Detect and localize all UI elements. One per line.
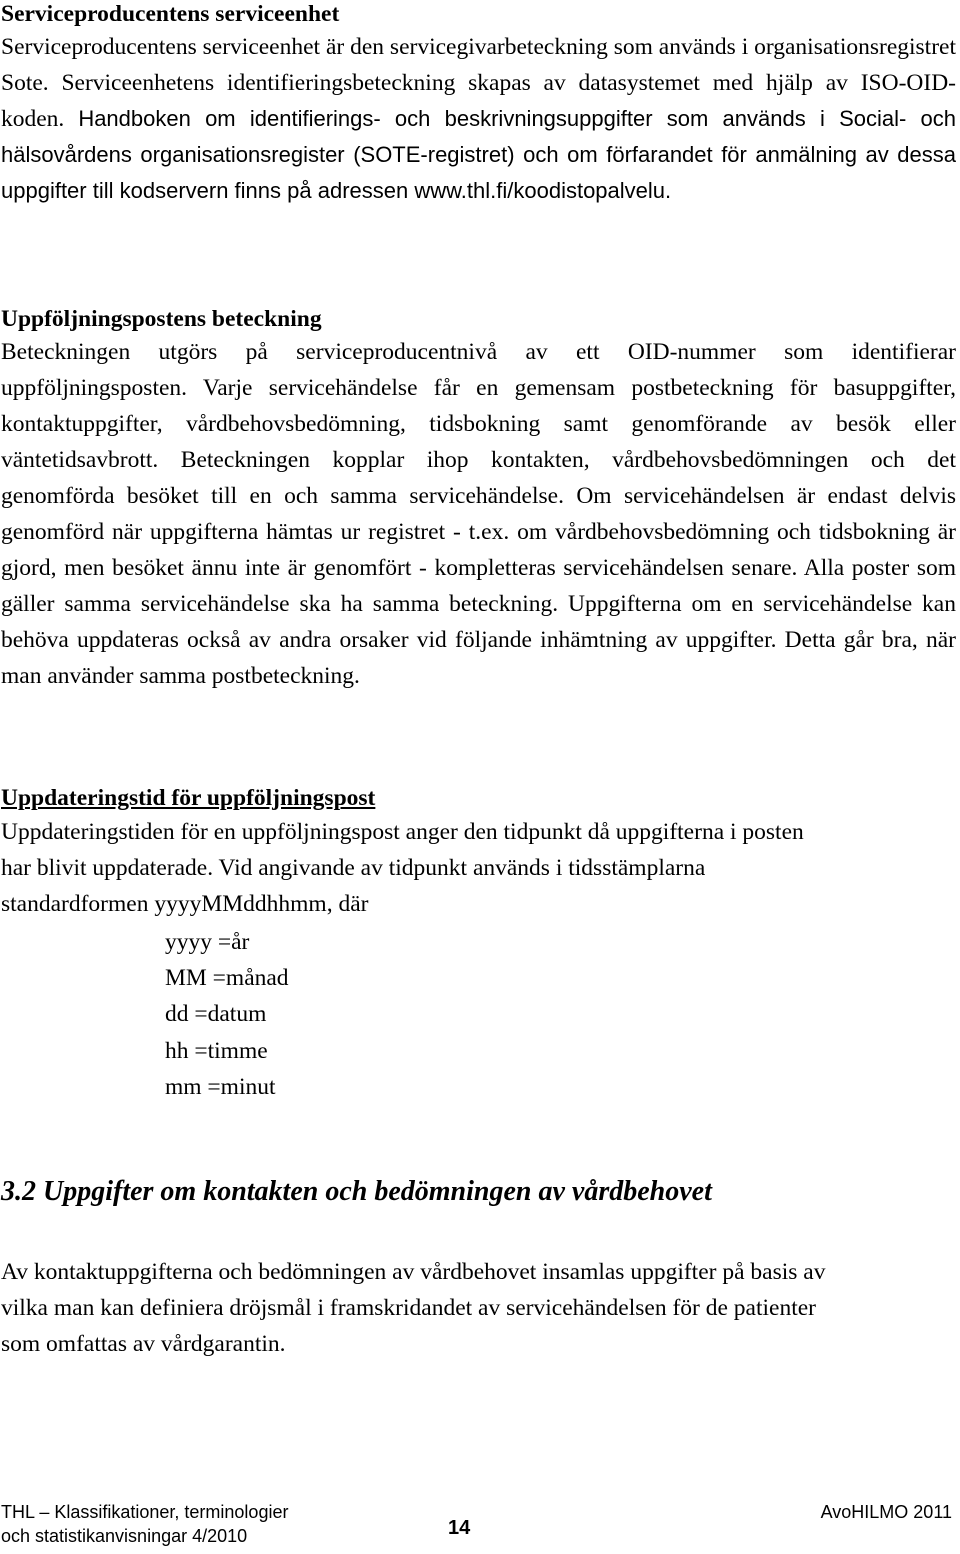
- chapter-number: 3.2: [1, 1176, 36, 1207]
- section-heading: Uppdateringstid för uppföljningspost: [1, 785, 376, 811]
- section-heading: Serviceproducentens serviceenhet: [1, 1, 340, 27]
- chapter-heading: [1, 1172, 712, 1212]
- section-uppfoljningspostens-beteckning: [1, 304, 956, 694]
- page-number: 14: [448, 1517, 471, 1539]
- chapter-title: Uppgifter om kontakten och bedömningen av vårdbehovet: [43, 1176, 712, 1207]
- footer-line: och statistikanvisningar 4/2010: [1, 1526, 248, 1546]
- section-uppdateringstid: [1, 783, 956, 922]
- footer-publication: [1, 1500, 288, 1548]
- section-serviceenhet: [1, 0, 956, 209]
- footer-document-title: AvoHILMO 2011: [820, 1502, 952, 1522]
- paragraph-line: vilka man kan definiera dröjsmål i framskridandet av servicehändelsen för de patienter: [1, 1295, 816, 1321]
- paragraph-line: som omfattas av vårdgarantin.: [1, 1331, 286, 1357]
- paragraph-line: Av kontaktuppgifterna och bedömningen av vårdbehovet insamlas uppgifter på basis av: [1, 1259, 826, 1285]
- footer-line: THL – Klassifikationer, terminologier: [1, 1502, 289, 1522]
- paragraph-line: har blivit uppdaterade. Vid angivande av tidpunkt används i tidsstämplarna: [1, 855, 706, 881]
- paragraph-text: Serviceproducentens serviceenhet är den servicegivarbeteckning som används i organisationsregistret Sote. Serviceenhetens identifieringsbeteckning skapas av datasystemet med hjälp av ISO-OID-koden.: [1, 34, 956, 132]
- list-item: dd =datum: [165, 1001, 267, 1028]
- section-paragraph: [1, 29, 956, 209]
- list-item: MM =månad: [165, 965, 289, 992]
- list-item: yyyy =år: [165, 929, 250, 955]
- section-paragraph: Beteckningen utgörs på serviceproducentnivå av ett OID-nummer som identifierar uppföljningsposten. Varje servicehändelse får en gemensam postbeteckning för basuppgifter, kontaktuppgifter, vårdbehovsbedömning, tidsbokning samt genomförande av besök eller väntetidsavbrott. Beteckningen kopplar ihop kontakten, vårdbehovsbedömningen och det genomförda besöket till en och samma servicehändelse. Om servicehändelsen är endast delvis genomförd när uppgifterna hämtas ur registret - t.ex. om vårdbehovsbedömning och tidsbokning är gjord, men besöket ännu inte är genomfört - kompletteras servicehändelsen senare. Alla poster som gäller samma servicehändelse ska ha samma beteckning. Uppgifterna om en servicehändelse kan behöva uppdateras också av andra orsaker vid följande inhämtning av uppgifter. Detta går bra, när man använder samma postbeteckning.: [1, 339, 956, 689]
- paragraph-text-sans: Handboken om identifierings- och beskrivningsuppgifter som används i Social- och hälsovårdens organisationsregister (SOTE-registret) och om förfarandet för anmälning av dessa uppgifter till kodservern finns på adressen www.thl.fi/koodistopalvelu.: [1, 106, 957, 203]
- section-kontakt-bedomning: [1, 1254, 956, 1362]
- list-item: hh =timme: [165, 1037, 268, 1064]
- timestamp-format-list: [165, 924, 289, 1105]
- paragraph-line: Uppdateringstiden för en uppföljningspost anger den tidpunkt då uppgifterna i posten: [1, 819, 804, 845]
- list-item: mm =minut: [165, 1073, 276, 1100]
- paragraph-line: standardformen yyyyMMddhhmm, där: [1, 891, 369, 917]
- section-heading: Uppföljningspostens beteckning: [1, 306, 322, 332]
